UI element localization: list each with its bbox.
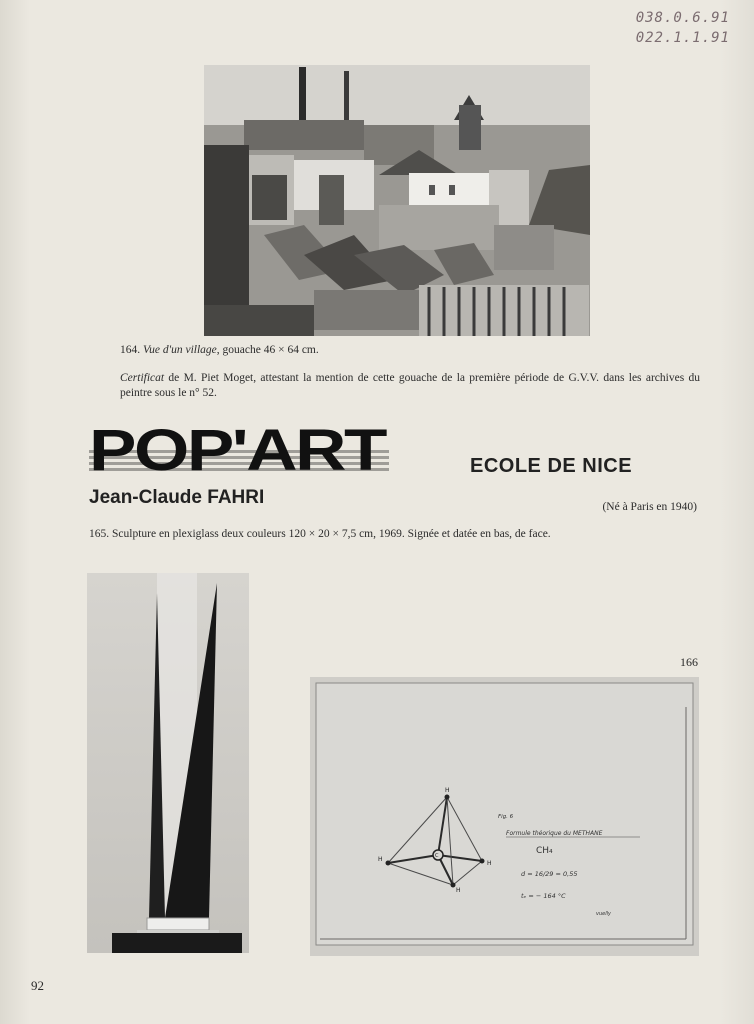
artwork-164-details: , gouache 46 × 64 cm. xyxy=(216,344,319,356)
artwork-164-title: Vue d'un village xyxy=(143,344,217,356)
atom-label-right: H xyxy=(487,860,492,867)
artwork-164-number: 164. xyxy=(120,344,141,356)
atom-label-bottom: H xyxy=(456,887,461,894)
atom-label-center: C xyxy=(435,853,439,859)
drawing-formula: CH₄ xyxy=(536,846,553,856)
drawing-temperature-line: tₑ = − 164 °C xyxy=(521,892,566,900)
artist-birth-info: (Né à Paris en 1940) xyxy=(602,501,697,513)
school-heading: ECOLE DE NICE xyxy=(470,455,633,477)
artwork-165-caption: 165. Sculpture en plexiglass deux couleurs 120 × 20 × 7,5 cm, 1969. Signée et datée en bas, de face. xyxy=(89,528,551,540)
artwork-166-number: 166 xyxy=(680,655,698,669)
drawing-formula-title: Formule théorique du METHANE xyxy=(506,830,603,837)
page-number: 92 xyxy=(31,978,44,993)
artwork-164-caption xyxy=(120,343,700,358)
drawing-signature: vuelly xyxy=(596,911,611,917)
artwork-164-village-image xyxy=(204,65,590,336)
atom-label-top: H xyxy=(445,787,450,794)
svg-text:POP'ART: POP'ART xyxy=(89,426,387,476)
certificate-note xyxy=(120,371,700,401)
handwritten-inventory-note xyxy=(636,8,730,48)
certificate-text: de M. Piet Moget, attestant la mention de cette gouache de la première période de G.V.V. dans les archives du peintre sous le n° 52. xyxy=(120,372,700,399)
handwritten-line-2: 022.1.1.91 xyxy=(635,30,730,46)
artwork-165-sculpture-image xyxy=(87,573,249,953)
handwritten-line-1: 038.0.6.91 xyxy=(635,10,730,26)
drawing-density-line: d = 16/29 = 0,55 xyxy=(521,870,578,878)
atom-label-left: H xyxy=(378,856,383,863)
drawing-figure-ref: Fig. 6 xyxy=(498,814,514,820)
pop-art-logo xyxy=(89,426,389,481)
artwork-166-methane-drawing xyxy=(310,677,699,956)
artist-name: Jean-Claude FAHRI xyxy=(89,487,265,508)
certificate-lead: Certificat xyxy=(120,372,165,384)
